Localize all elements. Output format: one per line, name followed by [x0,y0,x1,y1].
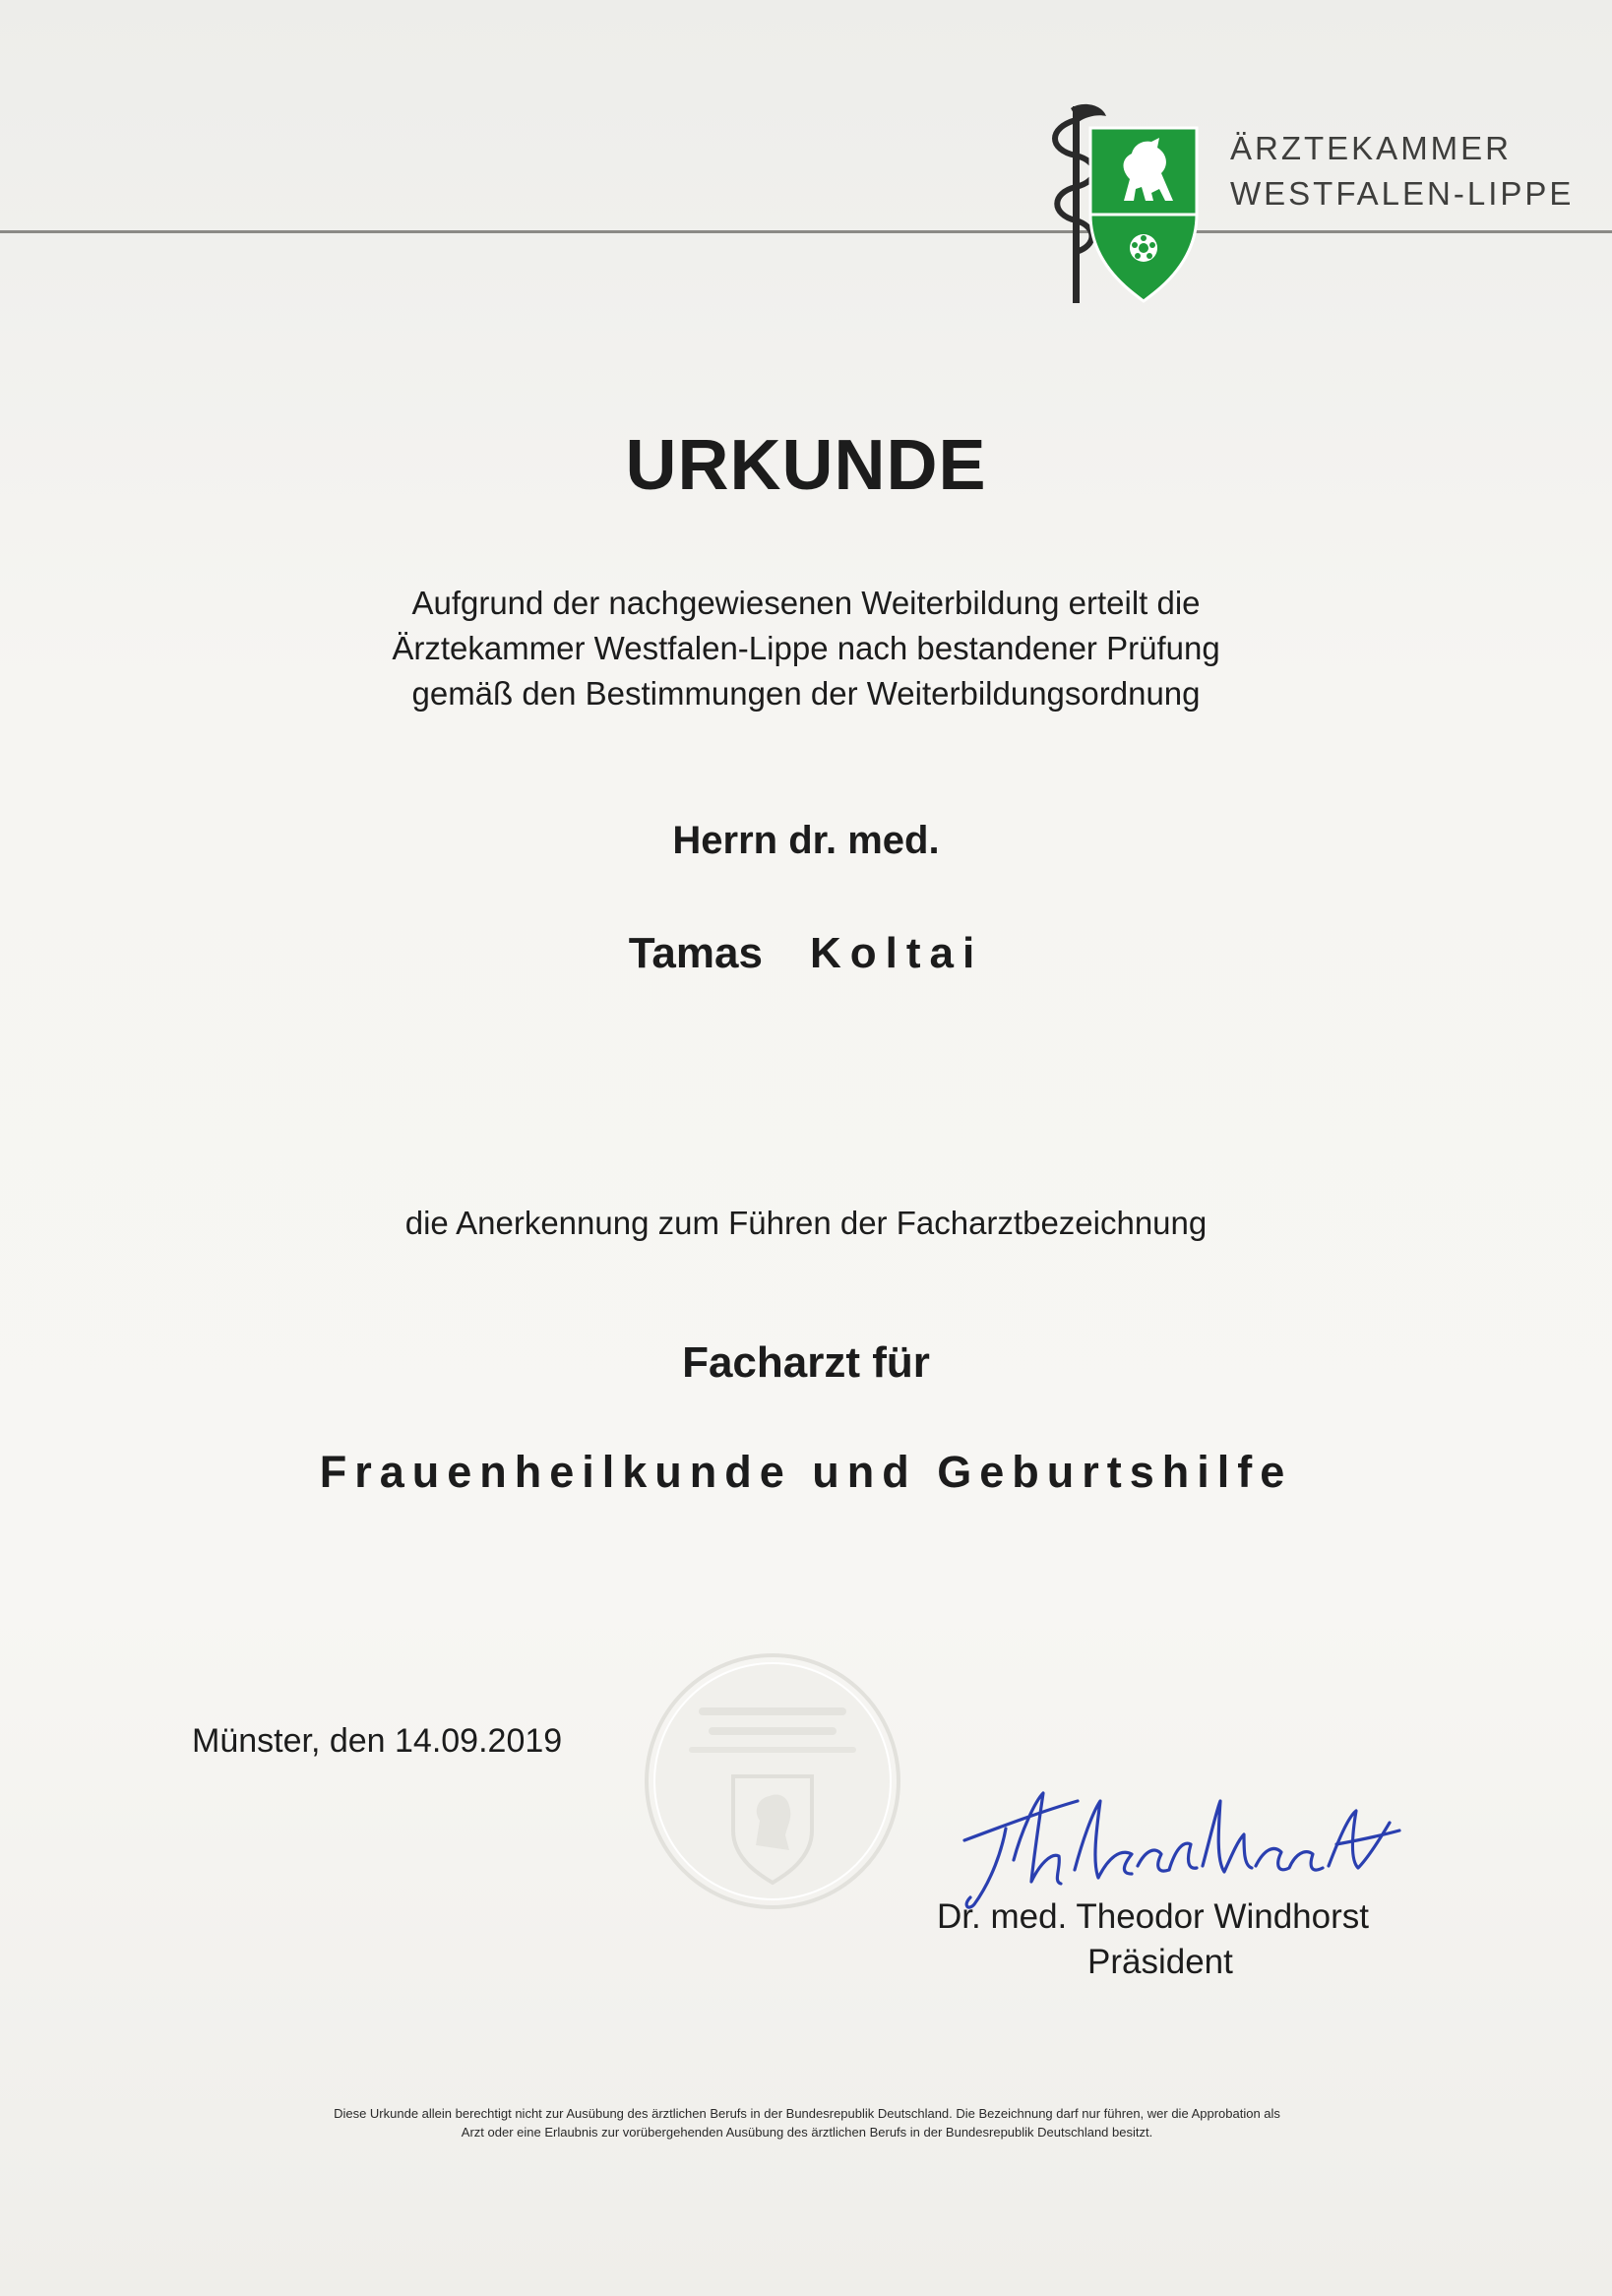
legal-footnote [187,2104,1427,2141]
embossed-seal-icon [640,1648,905,1914]
recipient-first-name: Tamas [628,929,763,977]
signer-name: Dr. med. Theodor Windhorst [937,1897,1369,1936]
designation-label: Facharzt für [682,1338,930,1387]
intro-line: Aufgrund der nachgewiesenen Weiterbildung erteilt die [411,585,1201,621]
recipient-name [0,929,1612,978]
signer-role: Präsident [1087,1943,1233,1981]
footnote-line: Arzt oder eine Erlaubnis zur vorübergehenden Ausübung des ärztlichen Berufs in der Bundesrepublik Deutschland besitzt. [461,2125,1153,2140]
recipient-salutation: Herrn dr. med. [672,819,940,862]
certificate-title: URKUNDE [625,426,987,505]
intro-line: gemäß den Bestimmungen der Weiterbildungsordnung [411,675,1201,712]
certificate-intro [0,581,1612,716]
issuer-name [1230,126,1574,217]
specialty-title: Frauenheilkunde und Geburtshilfe [319,1447,1293,1497]
header-rule [0,230,1612,233]
aerztekammer-westfalen-lippe-coat-of-arms-icon [1043,98,1210,310]
footnote-line: Diese Urkunde allein berechtigt nicht zur Ausübung des ärztlichen Berufs in der Bundesrepublik Deutschland. Die Bezeichnung darf nur führen, wer die Approbation als [334,2106,1280,2121]
place-and-date: Münster, den 14.09.2019 [192,1722,563,1760]
recipient-last-name: Koltai [809,929,984,977]
issuer-name-line2: WESTFALEN-LIPPE [1230,175,1575,212]
recognition-statement: die Anerkennung zum Führen der Facharztbezeichnung [404,1205,1208,1241]
issuer-name-line1: ÄRZTEKAMMER [1230,130,1513,166]
intro-line: Ärztekammer Westfalen-Lippe nach bestandener Prüfung [392,630,1220,666]
